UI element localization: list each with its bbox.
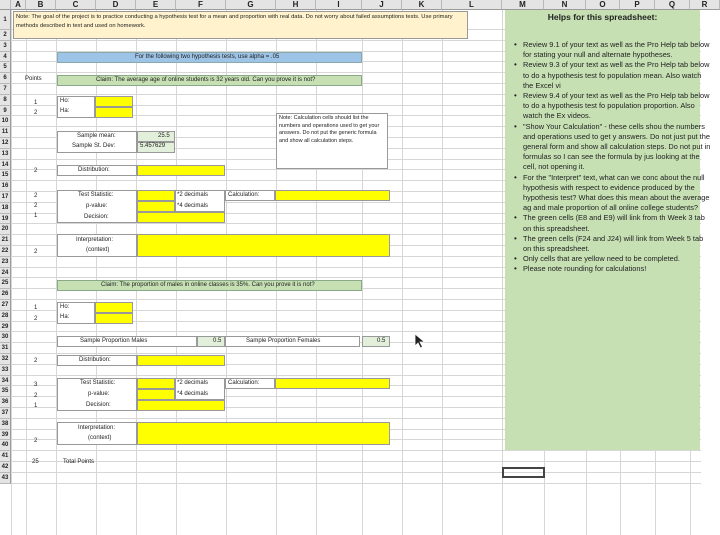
pvalue2-points: 2 bbox=[34, 393, 38, 399]
row-header[interactable]: 21 bbox=[0, 235, 11, 246]
select-all-corner[interactable] bbox=[0, 0, 11, 10]
column-gridline bbox=[402, 10, 403, 535]
distribution1-input[interactable] bbox=[137, 165, 225, 176]
row-header[interactable]: 16 bbox=[0, 181, 11, 192]
row-header[interactable]: 11 bbox=[0, 127, 11, 138]
column-gridline bbox=[176, 10, 177, 535]
column-header-d[interactable]: D bbox=[96, 0, 136, 10]
calculation2-label: Calculation: bbox=[228, 380, 260, 386]
decision1-points: 1 bbox=[34, 213, 38, 219]
row-header[interactable]: 8 bbox=[0, 95, 11, 106]
row-header[interactable]: 41 bbox=[0, 451, 11, 462]
help-item: • Review 9.3 of your text as well as the Pro Help tab below to do a hypothesis test fo population mean. Also watch the Excel vi bbox=[523, 60, 713, 91]
calculation-note[interactable] bbox=[276, 113, 388, 169]
row-header[interactable]: 26 bbox=[0, 289, 11, 300]
help-list bbox=[513, 40, 713, 275]
test-stat1-input[interactable] bbox=[137, 190, 175, 201]
row-header[interactable]: 6 bbox=[0, 73, 11, 84]
pvalue2-input[interactable] bbox=[137, 389, 175, 400]
ha2-label: Ha: bbox=[60, 314, 70, 320]
help-item: • The green cells (F24 and J24) will link from Week 5 tab on this spreadsheet. bbox=[523, 234, 713, 254]
row-gridline bbox=[11, 461, 701, 462]
help-item: • The green cells (E8 and E9) will link from th Week 3 tab on this spreadsheet. bbox=[523, 213, 713, 233]
column-gridline bbox=[276, 10, 277, 535]
row-header[interactable]: 25 bbox=[0, 278, 11, 289]
column-gridline bbox=[316, 10, 317, 535]
column-header-i[interactable]: I bbox=[316, 0, 362, 10]
row-header[interactable]: 9 bbox=[0, 106, 11, 117]
claim1-text: Claim: The average age of online students is 32 years old. Can you prove it is not? bbox=[96, 77, 316, 83]
row-header[interactable]: 24 bbox=[0, 268, 11, 279]
help-panel bbox=[505, 10, 711, 450]
row-header[interactable]: 36 bbox=[0, 397, 11, 408]
help-item: • Review 9.1 of your text as well as the Pro Help tab below for stating your null and alternate hypotheses. bbox=[523, 40, 713, 60]
help-item: • For the "Interpret" text, what can we conc about the null hypothesis with respect to evidence produced by the hypothesis test? What does this mean about the average ag and male proportion of all online college students? bbox=[523, 173, 713, 214]
column-header-p[interactable]: P bbox=[620, 0, 655, 10]
ha2-input[interactable] bbox=[95, 313, 133, 324]
distribution1-points: 2 bbox=[34, 168, 38, 174]
row-header[interactable]: 30 bbox=[0, 332, 11, 343]
ha1-points: 2 bbox=[34, 110, 38, 116]
spf-label: Sample Proportion Females bbox=[246, 338, 321, 344]
column-header-m[interactable]: M bbox=[502, 0, 544, 10]
calculation1-input[interactable] bbox=[275, 190, 390, 201]
ha1-label: Ha: bbox=[60, 108, 70, 114]
row-header[interactable]: 29 bbox=[0, 322, 11, 333]
row-header[interactable]: 13 bbox=[0, 149, 11, 160]
column-header-k[interactable]: K bbox=[402, 0, 442, 10]
points-label: Points bbox=[25, 76, 42, 82]
alpha-header-text: For the following two hypothesis tests, use alpha = .05 bbox=[135, 54, 280, 60]
row-header[interactable]: 38 bbox=[0, 419, 11, 430]
ho2-input[interactable] bbox=[95, 302, 133, 313]
decision1-input[interactable] bbox=[137, 212, 225, 223]
column-gridline bbox=[362, 10, 363, 535]
row-header[interactable]: 28 bbox=[0, 311, 11, 322]
distribution2-label: Distribution: bbox=[79, 357, 111, 363]
row-header[interactable]: 12 bbox=[0, 138, 11, 149]
row-header[interactable]: 20 bbox=[0, 224, 11, 235]
column-header-n[interactable]: N bbox=[544, 0, 586, 10]
row-header[interactable]: 43 bbox=[0, 473, 11, 484]
sample-mean-value: 25.5 bbox=[158, 133, 170, 139]
help-item: • Only cells that are yellow need to be completed. bbox=[523, 254, 713, 264]
pvalue1-input[interactable] bbox=[137, 201, 175, 212]
distribution2-input[interactable] bbox=[137, 355, 225, 366]
row-header[interactable]: 22 bbox=[0, 246, 11, 257]
sample-mean-label: Sample mean: bbox=[77, 133, 116, 139]
project-note-text: Note: The goal of the project is to practice conducting a hypothesis test for a mean and proportion with real data. Do not worry about failed assumptions tests. Use primary methods described in text and used on homework. bbox=[16, 14, 453, 29]
interpretation1-input[interactable] bbox=[137, 234, 390, 257]
row-header[interactable]: 31 bbox=[0, 343, 11, 354]
spf-value-cell[interactable] bbox=[362, 336, 390, 347]
column-gridline bbox=[96, 10, 97, 535]
row-header[interactable]: 3 bbox=[0, 41, 11, 52]
spm-value: 0.5 bbox=[213, 338, 222, 344]
interpretation2-label: Interpretation: bbox=[78, 425, 116, 431]
project-note[interactable] bbox=[13, 11, 468, 39]
calculation-note-text: Note: Calculation cells should list the numbers and operations used to get your answers. Do not put the generic formula and show all calculation steps. bbox=[279, 115, 380, 144]
decimals2-4: *4 decimals bbox=[177, 391, 209, 397]
row-header[interactable]: 40 bbox=[0, 440, 11, 451]
ho1-label: Ho: bbox=[60, 98, 70, 104]
test-stat2-label: Test Statistic: bbox=[80, 380, 116, 386]
interpretation1-label: Interpretation: bbox=[76, 237, 114, 243]
decision2-points: 1 bbox=[34, 403, 38, 409]
context2-label: (context) bbox=[88, 435, 112, 441]
row-header[interactable]: 7 bbox=[0, 84, 11, 95]
ho2-label: Ho: bbox=[60, 304, 70, 310]
row-header[interactable]: 1 bbox=[0, 10, 11, 30]
distribution1-label: Distribution: bbox=[78, 167, 110, 173]
column-gridline bbox=[56, 10, 57, 535]
decimals1-2: *2 decimals bbox=[177, 192, 209, 198]
interpretation2-input[interactable] bbox=[137, 422, 390, 445]
row-header[interactable]: 4 bbox=[0, 52, 11, 63]
row-header[interactable]: 23 bbox=[0, 257, 11, 268]
row-header[interactable]: 39 bbox=[0, 430, 11, 441]
row-gridline bbox=[11, 483, 701, 484]
row-gridline bbox=[11, 472, 701, 473]
column-header-b[interactable]: B bbox=[26, 0, 56, 10]
row-header[interactable]: 2 bbox=[0, 30, 11, 41]
row-header[interactable]: 37 bbox=[0, 408, 11, 419]
sample-sd-label: Sample St. Dev: bbox=[72, 143, 116, 149]
column-gridline bbox=[226, 10, 227, 535]
column-header-g[interactable]: G bbox=[226, 0, 276, 10]
column-header-q[interactable]: Q bbox=[655, 0, 690, 10]
spm-label: Sample Proportion Males bbox=[80, 338, 148, 344]
context1-label: (context) bbox=[86, 247, 110, 253]
pvalue2-label: p-value: bbox=[88, 391, 110, 397]
distribution2-points: 2 bbox=[34, 358, 38, 364]
pvalue1-points: 2 bbox=[34, 203, 38, 209]
ho1-input[interactable] bbox=[95, 96, 133, 107]
mouse-pointer-icon bbox=[414, 333, 426, 349]
column-gridline bbox=[442, 10, 443, 535]
column-header-a[interactable]: A bbox=[11, 0, 26, 10]
row-header[interactable]: 34 bbox=[0, 376, 11, 387]
column-header-j[interactable]: J bbox=[362, 0, 402, 10]
decimals1-4: *4 decimals bbox=[177, 203, 209, 209]
pvalue1-label: p-value: bbox=[86, 203, 108, 209]
column-header-c[interactable]: C bbox=[56, 0, 96, 10]
row-header[interactable]: 42 bbox=[0, 462, 11, 473]
decimals2-2: *2 decimals bbox=[177, 380, 209, 386]
claim2-text: Claim: The proportion of males in online classes is 35%. Can you prove it is not? bbox=[101, 282, 315, 288]
row-header[interactable]: 14 bbox=[0, 160, 11, 171]
help-item: • Review 9.4 of your text as well as the Pro Help tab below to do a hypothesis test fo population proportion. Also watch the Ex videos. bbox=[523, 91, 713, 122]
calculation2-input[interactable] bbox=[275, 378, 390, 389]
interpretation1-points: 2 bbox=[34, 249, 38, 255]
column-header-l[interactable]: L bbox=[442, 0, 502, 10]
row-header[interactable]: 17 bbox=[0, 192, 11, 203]
row-header[interactable]: 15 bbox=[0, 170, 11, 181]
row-header[interactable]: 18 bbox=[0, 203, 11, 214]
help-title: Helps for this spreadsheet: bbox=[547, 12, 658, 22]
ha2-points: 2 bbox=[34, 316, 38, 322]
column-gridline bbox=[502, 10, 503, 535]
spf-value: 0.5 bbox=[377, 338, 386, 344]
row-header[interactable]: 19 bbox=[0, 214, 11, 225]
column-gridline bbox=[26, 10, 27, 535]
row-header[interactable]: 35 bbox=[0, 386, 11, 397]
row-header[interactable]: 5 bbox=[0, 62, 11, 73]
column-gridline bbox=[136, 10, 137, 535]
total-points-label: Total Points bbox=[63, 459, 95, 465]
column-header-h[interactable]: H bbox=[276, 0, 316, 10]
test-stat1-label: Test Statistic: bbox=[78, 192, 114, 198]
help-item: • "Show Your Calculation" - these cells shou the numbers and operations used to get y answers. Do not just put the general form and show all calculation steps. Do not put in formulas so I can see the formula by jus looking at the cell, not opening it. bbox=[523, 122, 713, 173]
row-header[interactable]: 33 bbox=[0, 365, 11, 376]
total-points-value: 25 bbox=[32, 459, 39, 465]
interpretation2-points: 2 bbox=[34, 438, 38, 444]
decision1-label: Decision: bbox=[84, 214, 109, 220]
column-header-f[interactable]: F bbox=[176, 0, 226, 10]
active-cell-selection[interactable] bbox=[502, 467, 545, 478]
ho2-points: 1 bbox=[34, 305, 38, 311]
row-header[interactable]: 32 bbox=[0, 354, 11, 365]
ho1-points: 1 bbox=[34, 100, 38, 106]
column-header-o[interactable]: O bbox=[586, 0, 620, 10]
column-header-e[interactable]: E bbox=[136, 0, 176, 10]
column-header-r[interactable]: R bbox=[690, 0, 720, 10]
ha1-input[interactable] bbox=[95, 107, 133, 118]
test-stat2-input[interactable] bbox=[137, 378, 175, 389]
test-stat1-points: 2 bbox=[34, 193, 38, 199]
row-header[interactable]: 27 bbox=[0, 300, 11, 311]
decision2-input[interactable] bbox=[137, 400, 225, 411]
test-stat2-points: 3 bbox=[34, 382, 38, 388]
row-gridline bbox=[11, 450, 701, 451]
sample-sd-value: 5.457629 bbox=[140, 143, 166, 149]
decision2-label: Decision: bbox=[86, 402, 111, 408]
column-gridline bbox=[11, 10, 12, 535]
help-item: • Please note rounding for calculations! bbox=[523, 264, 713, 274]
calculation1-label: Calculation: bbox=[228, 192, 260, 198]
row-header[interactable]: 10 bbox=[0, 116, 11, 127]
